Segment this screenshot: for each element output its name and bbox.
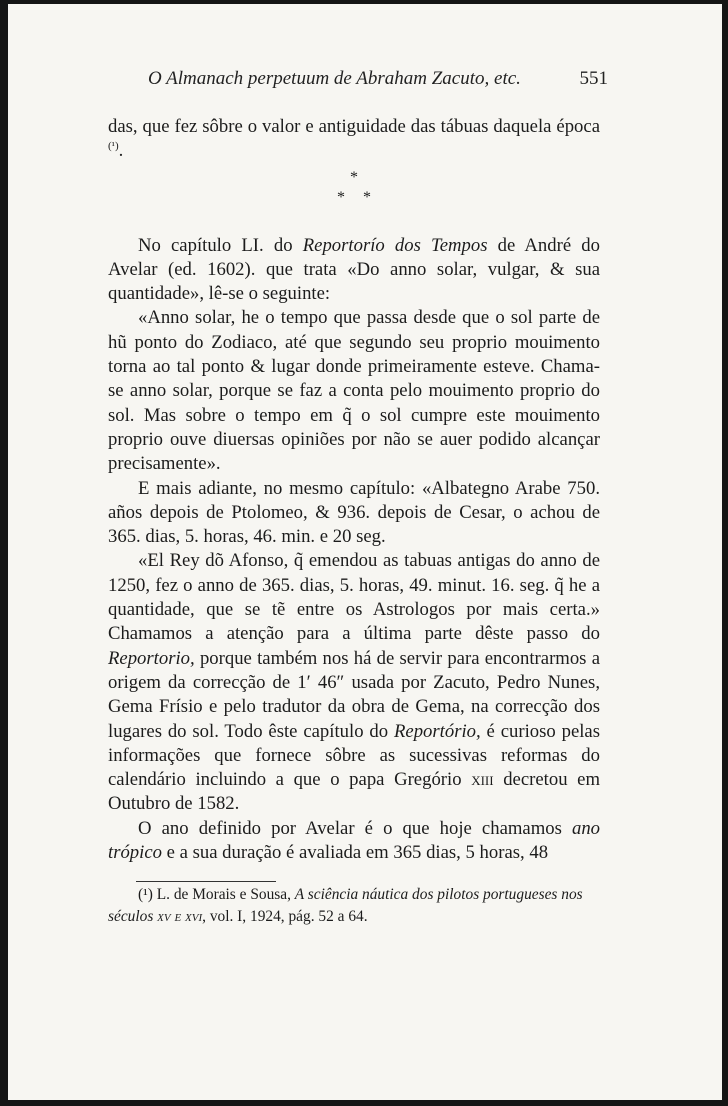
section-separator [108,168,600,208]
footnote-marker: (¹) [138,886,153,903]
footnote-divider [136,881,276,882]
paragraph-ano-tropico: O ano definido por Avelar é o que hoje chamamos ano trópico e a sua duração é avaliada em 365 dias, 5 horas, 48 [108,817,600,864]
footnote-work-title: A sciência náutica dos pilotos portugueses nos séculos [108,886,583,925]
asterism-top: * [350,168,358,186]
paragraph-reportorio: No capítulo LI. do Reportorío dos Tempos de André do Avelar (ed. 1602). que trata «Do anno solar, vulgar, & sua quantidade», lê-se o seguinte: [108,234,600,305]
roman-numeral: xiii [471,769,494,791]
asterism-bottom: ** [337,188,389,206]
term-ano-tropico: ano trópico [108,817,600,864]
paragraph-albategno: E mais adiante, no mesmo capítulo: «Albategno Arabe 750. años depois de Ptolomeo, & 936. depois de Cesar, o achou de 365. dias, 5. horas, 46. min. e 20 seg. [108,477,600,548]
footnote-reference[interactable]: (¹) [108,140,119,153]
work-title: Reportorio, [108,647,195,669]
work-title: Reportório, [393,720,481,742]
main-text [108,115,600,865]
paragraph-rey-afonso: «El Rey dõ Afonso, q̃ emendou as tabuas antigas do anno de 1250, fez o anno de 365. dias, 5. horas, 49. minut. 16. seg. q̃ he a quantidade, que se tẽ entre os Astrologos por mais certa.» Chamamos a atenção para a última parte dêste passo do Reportorio, porque também nos há de servir para encontrarmos a origem da correcção de 1′ 46″ usada por Zacuto, Pedro Nunes, Gema Frísio e pelo tradutor da obra de Gema, na correcção dos lugares do sol. Todo êste capítulo do Reportório, é curioso pelas informações que fornece sôbre as sucessivas reformas do calendário incluindo a que o papa Gregório xiii decretou em Outubro de 1582. [108,550,600,815]
work-title: Reportorío dos Tempos [302,234,488,256]
book-page [8,4,722,1100]
opening-paragraph: das, que fez sôbre o valor e antiguidade das tábuas daquela época $^{(^1)}$. [108,116,600,162]
running-title: O Almanach perpetuum de Abraham Zacuto, etc. [148,68,521,89]
running-header [148,68,608,90]
page-number: 551 [579,68,608,89]
footnote: (¹) L. de Morais e Sousa, A sciência náutica dos pilotos portugueses nos séculos xv e xvi, vol. I, 1924, pág. 52 a 64. [108,886,583,925]
quote-anno-solar: «Anno solar, he o tempo que passa desde que o sol parte de hũ ponto do Zodiaco, até que segundo seu proprio mouimento torna ao tal ponto & lugar donde primeiramente esteve. Chama-se anno solar, porque se faz a conta pelo mouimento proprio do sol. Mas sobre o tempo em q̃ o sol cumpre este mouimento proprio ouve diuersas opiniões por não se auer podido alcançar precisamente». [108,307,600,475]
